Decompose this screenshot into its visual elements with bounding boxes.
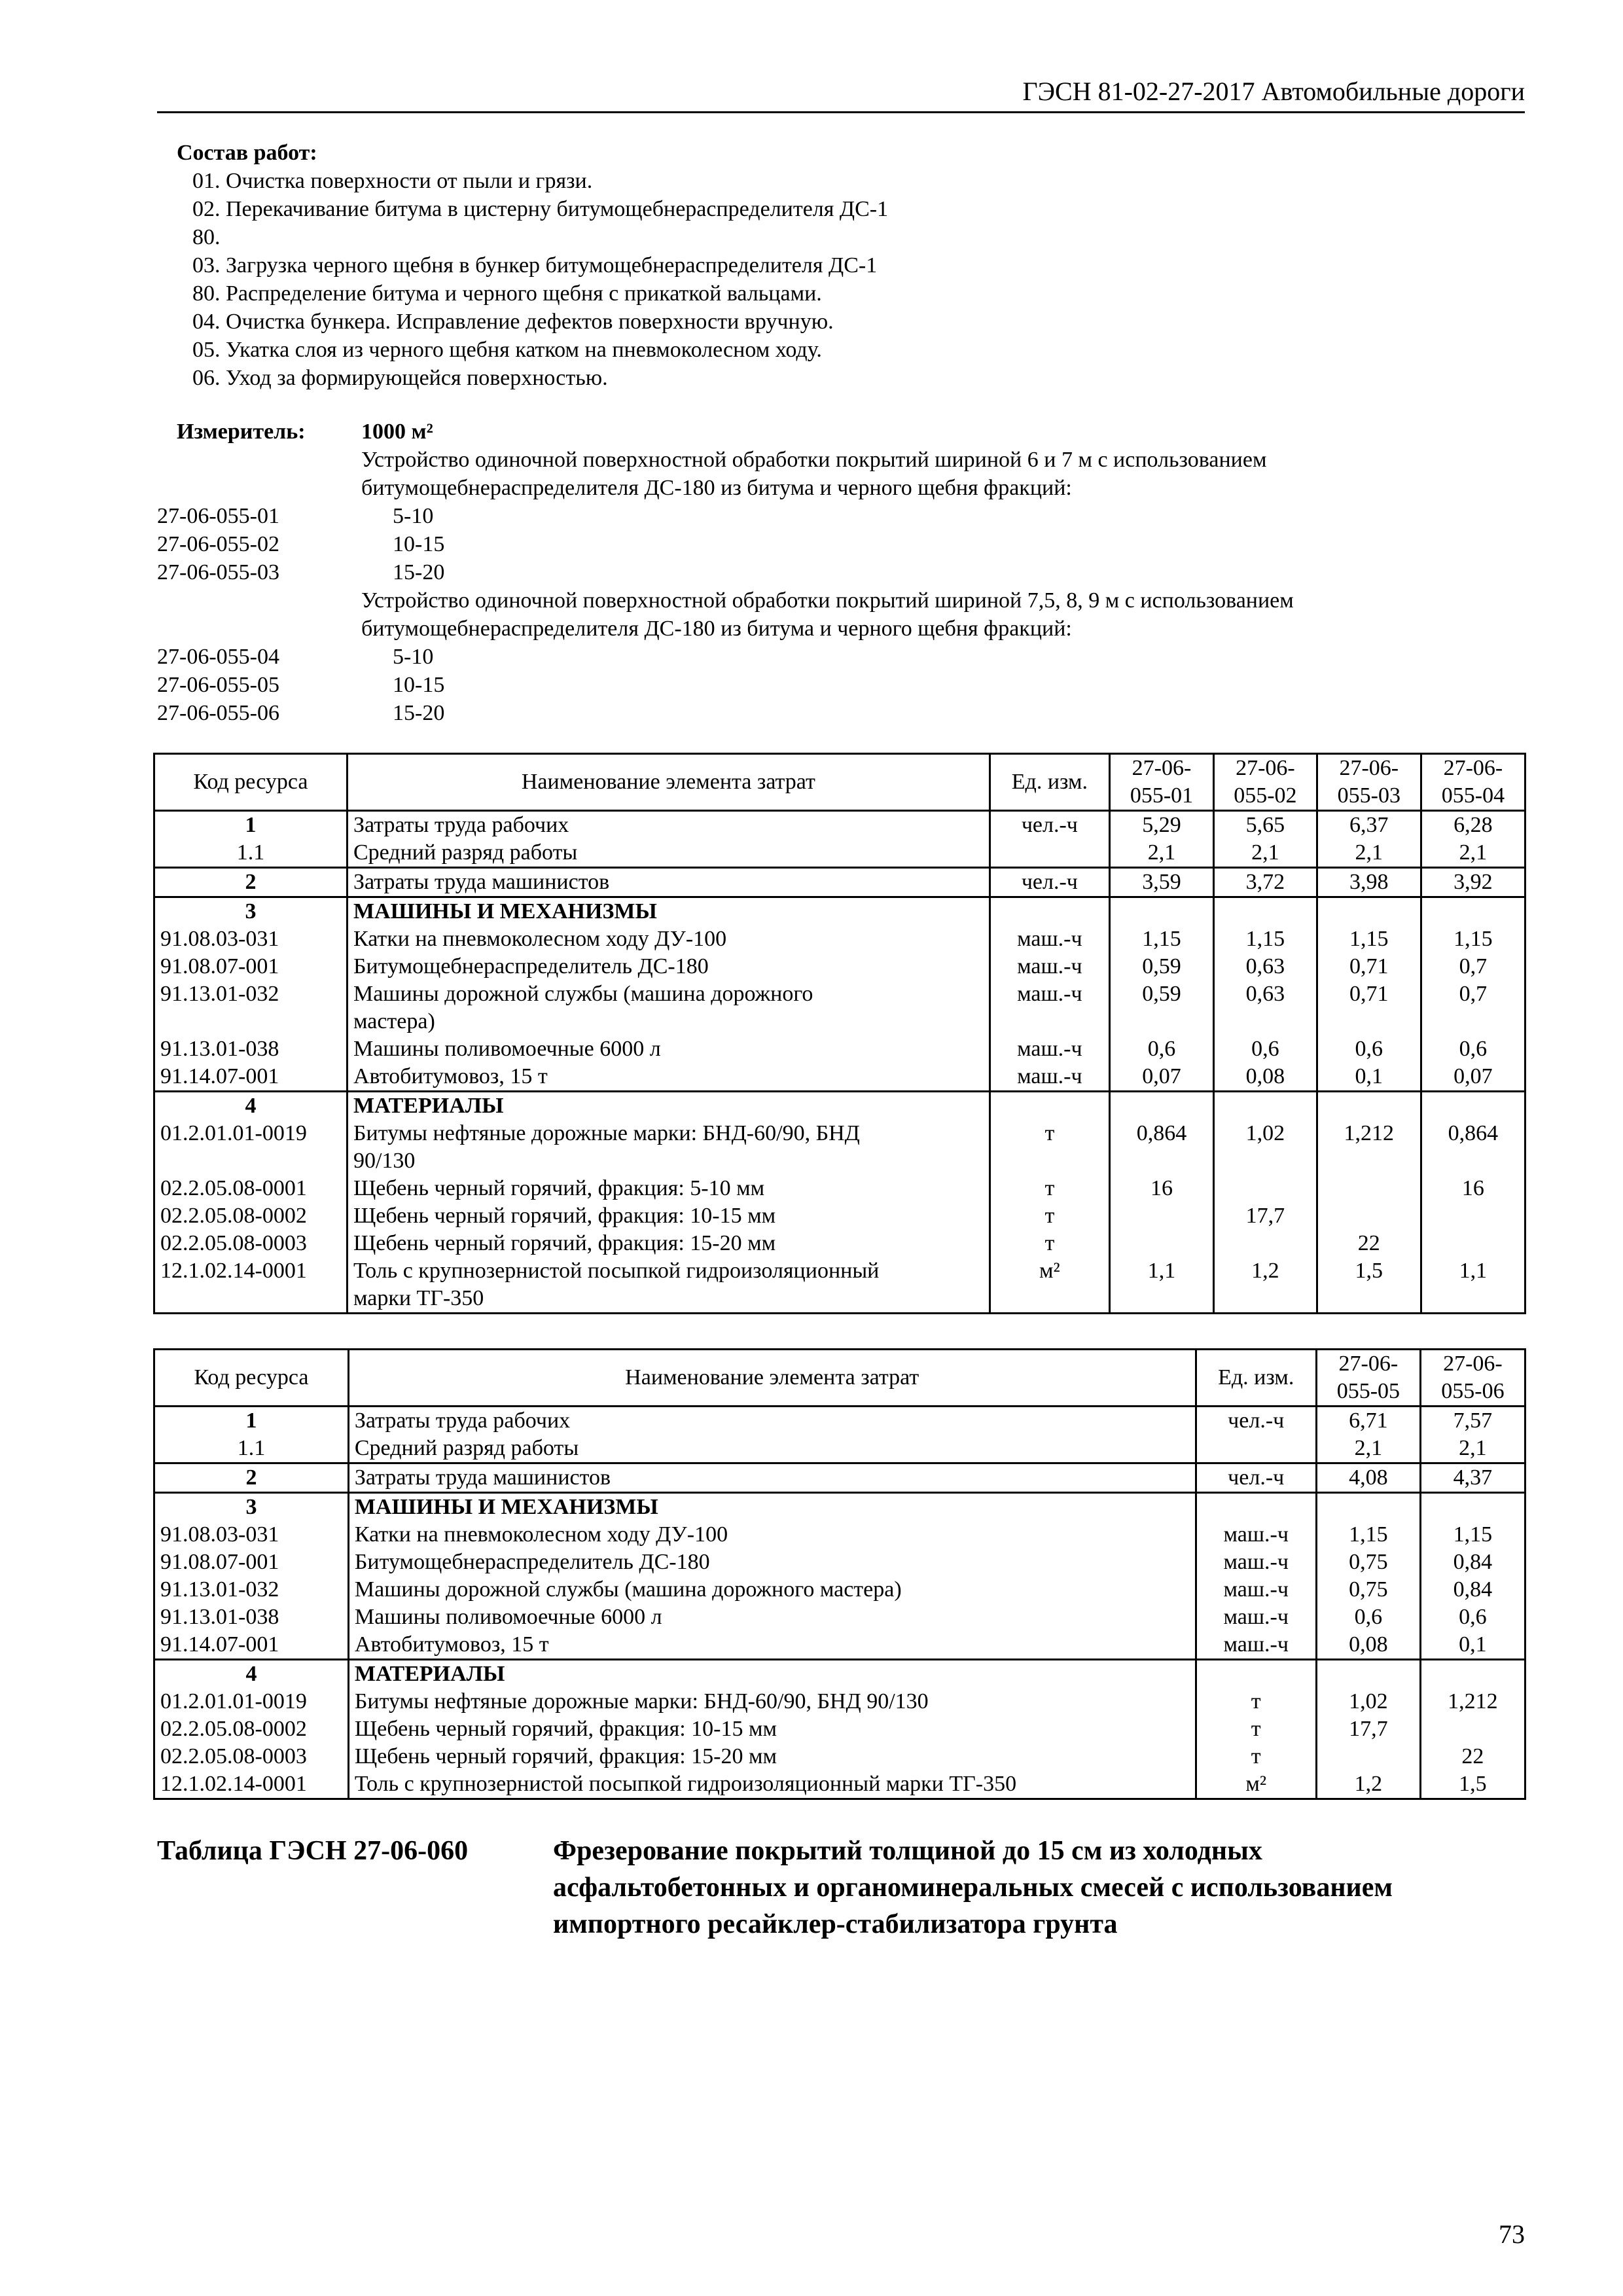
meter-block bbox=[157, 418, 1531, 727]
section-row: 4 МАТЕРИАЛЫ bbox=[154, 1660, 1525, 1689]
work-composition bbox=[177, 139, 1486, 392]
table-row: 12.1.02.14-0001 Толь с крупнозернистой посыпкой гидроизоляционный марки ТГ-350 м² 1,1 1,2 1,5 1,1 bbox=[154, 1257, 1525, 1314]
meter-desc: Устройство одиночной поверхностной обработки покрытий шириной 6 и 7 м с использованием bbox=[361, 448, 1267, 472]
work-line: 05. Укатка слоя из черного щебня катком на пневмоколесном ходу. bbox=[192, 338, 822, 362]
rate-code: 27-06-055-04 bbox=[157, 645, 279, 669]
next-table-description: Фрезерование покрытий толщиной до 15 см из холодных асфальтобетонных и органоминеральных смесей с использованием импортного ресайклер-стабилизатора грунта bbox=[553, 1836, 1393, 1939]
work-line: 06. Уход за формирующейся поверхностью. bbox=[192, 366, 608, 390]
meter-label: Измеритель: bbox=[177, 420, 306, 444]
work-line: 80. Распределение битума и черного щебня с прикаткой вальцами. bbox=[192, 281, 822, 306]
resource-table-1 bbox=[153, 753, 1526, 1314]
header-code: Код ресурса bbox=[154, 1350, 349, 1407]
table-header-row bbox=[154, 754, 1525, 811]
fraction: 15-20 bbox=[393, 701, 445, 725]
table-row: 91.08.07-001 Битумощебнераспределитель ДС-180 маш.-ч 0,59 0,63 0,71 0,7 bbox=[154, 953, 1525, 980]
table-header-row bbox=[154, 1350, 1525, 1407]
work-line: 01. Очистка поверхности от пыли и грязи. bbox=[192, 169, 593, 193]
table-row: 12.1.02.14-0001 Толь с крупнозернистой посыпкой гидроизоляционный марки ТГ-350 м² 1,2 1,5 bbox=[154, 1770, 1525, 1799]
work-line: 80. bbox=[192, 225, 221, 249]
table-row: 2 Затраты труда машинистов чел.-ч 3,59 3,72 3,98 3,92 bbox=[154, 868, 1525, 897]
page-number: 73 bbox=[1499, 2219, 1525, 2249]
work-line: 02. Перекачивание битума в цистерну битумощебнераспределителя ДС-1 bbox=[192, 197, 889, 221]
table-row: 91.14.07-001 Автобитумовоз, 15 т маш.-ч 0,08 0,1 bbox=[154, 1631, 1525, 1660]
fraction: 15-20 bbox=[393, 560, 445, 584]
work-line: 03. Загрузка черного щебня в бункер битумощебнераспределителя ДС-1 bbox=[192, 253, 878, 278]
table-row: 02.2.05.08-0002 Щебень черный горячий, фракция: 10-15 мм т 17,7 bbox=[154, 1202, 1525, 1230]
header-rate: 27-06- 055-04 bbox=[1421, 754, 1525, 811]
meter-desc: Устройство одиночной поверхностной обработки покрытий шириной 7,5, 8, 9 м с использованием bbox=[361, 588, 1294, 613]
fraction: 5-10 bbox=[393, 504, 434, 528]
header-unit: Ед. изм. bbox=[1196, 1350, 1316, 1407]
table-row: 91.08.03-031 Катки на пневмоколесном ходу ДУ-100 маш.-ч 1,15 1,15 bbox=[154, 1521, 1525, 1549]
running-header: ГЭСН 81-02-27-2017 Автомобильные дороги bbox=[157, 73, 1525, 113]
header-code: Код ресурса bbox=[154, 754, 348, 811]
table-row: 1.1 Средний разряд работы 2,1 2,1 2,1 2,1 bbox=[154, 839, 1525, 868]
next-table-title: Таблица ГЭСН 27-06-060 bbox=[157, 1836, 469, 1866]
section-row: 4 МАТЕРИАЛЫ bbox=[154, 1092, 1525, 1121]
table-row: 91.08.07-001 Битумощебнераспределитель ДС-180 маш.-ч 0,75 0,84 bbox=[154, 1549, 1525, 1576]
table-row: 91.13.01-038 Машины поливомоечные 6000 л маш.-ч 0,6 0,6 0,6 0,6 bbox=[154, 1035, 1525, 1063]
table-row: 1.1 Средний разряд работы 2,1 2,1 bbox=[154, 1435, 1525, 1463]
table-row: 02.2.05.08-0003 Щебень черный горячий, фракция: 15-20 мм т 22 bbox=[154, 1230, 1525, 1257]
table-row: 91.14.07-001 Автобитумовоз, 15 т маш.-ч 0,07 0,08 0,1 0,07 bbox=[154, 1063, 1525, 1092]
header-unit: Ед. изм. bbox=[990, 754, 1109, 811]
table-row: 2 Затраты труда машинистов чел.-ч 4,08 4,37 bbox=[154, 1463, 1525, 1493]
section-row: 3 МАШИНЫ И МЕХАНИЗМЫ bbox=[154, 1493, 1525, 1522]
table-row: 91.13.01-032 Машины дорожной службы (машина дорожного мастера) маш.-ч 0,75 0,84 bbox=[154, 1576, 1525, 1604]
fraction: 5-10 bbox=[393, 645, 434, 669]
work-composition-title: Состав работ: bbox=[177, 141, 317, 165]
meter-desc: битумощебнераспределителя ДС-180 из битума и черного щебня фракций: bbox=[361, 617, 1072, 641]
table-row: 02.2.05.08-0003 Щебень черный горячий, фракция: 15-20 мм т 22 bbox=[154, 1743, 1525, 1770]
section-row: 3 МАШИНЫ И МЕХАНИЗМЫ bbox=[154, 897, 1525, 926]
meter-desc: битумощебнераспределителя ДС-180 из битума и черного щебня фракций: bbox=[361, 476, 1072, 500]
table-row: 1 Затраты труда рабочих чел.-ч 5,29 5,65 6,37 6,28 bbox=[154, 811, 1525, 840]
header-rate: 27-06- 055-03 bbox=[1317, 754, 1421, 811]
rate-code: 27-06-055-06 bbox=[157, 701, 279, 725]
table-row: 02.2.05.08-0001 Щебень черный горячий, фракция: 5-10 мм т 16 16 bbox=[154, 1175, 1525, 1202]
table-row: 91.13.01-032 Машины дорожной службы (машина дорожного мастера) маш.-ч 0,59 0,63 0,71 0,7 bbox=[154, 980, 1525, 1035]
header-rate: 27-06- 055-02 bbox=[1214, 754, 1317, 811]
rate-code: 27-06-055-03 bbox=[157, 560, 279, 584]
header-rate: 27-06- 055-01 bbox=[1109, 754, 1213, 811]
table-row: 91.08.03-031 Катки на пневмоколесном ходу ДУ-100 маш.-ч 1,15 1,15 1,15 1,15 bbox=[154, 925, 1525, 953]
meter-value: 1000 м² bbox=[361, 420, 433, 444]
rate-code: 27-06-055-01 bbox=[157, 504, 279, 528]
table-row: 91.13.01-038 Машины поливомоечные 6000 л маш.-ч 0,6 0,6 bbox=[154, 1604, 1525, 1631]
table-row: 1 Затраты труда рабочих чел.-ч 6,71 7,57 bbox=[154, 1407, 1525, 1435]
rate-code: 27-06-055-02 bbox=[157, 532, 279, 556]
header-rate: 27-06- 055-06 bbox=[1420, 1350, 1525, 1407]
header-name: Наименование элемента затрат bbox=[348, 1350, 1196, 1407]
fraction: 10-15 bbox=[393, 673, 445, 697]
header-rate: 27-06- 055-05 bbox=[1316, 1350, 1420, 1407]
fraction: 10-15 bbox=[393, 532, 445, 556]
header-name: Наименование элемента затрат bbox=[347, 754, 990, 811]
table-row: 02.2.05.08-0002 Щебень черный горячий, фракция: 10-15 мм т 17,7 bbox=[154, 1715, 1525, 1743]
table-row: 01.2.01.01-0019 Битумы нефтяные дорожные марки: БНД-60/90, БНД 90/130 т 0,864 1,02 1,212 0,864 bbox=[154, 1120, 1525, 1175]
table-row: 01.2.01.01-0019 Битумы нефтяные дорожные марки: БНД-60/90, БНД 90/130 т 1,02 1,212 bbox=[154, 1688, 1525, 1715]
work-line: 04. Очистка бункера. Исправление дефектов поверхности вручную. bbox=[192, 310, 834, 334]
rate-code: 27-06-055-05 bbox=[157, 673, 279, 697]
resource-table-2 bbox=[153, 1348, 1526, 1800]
